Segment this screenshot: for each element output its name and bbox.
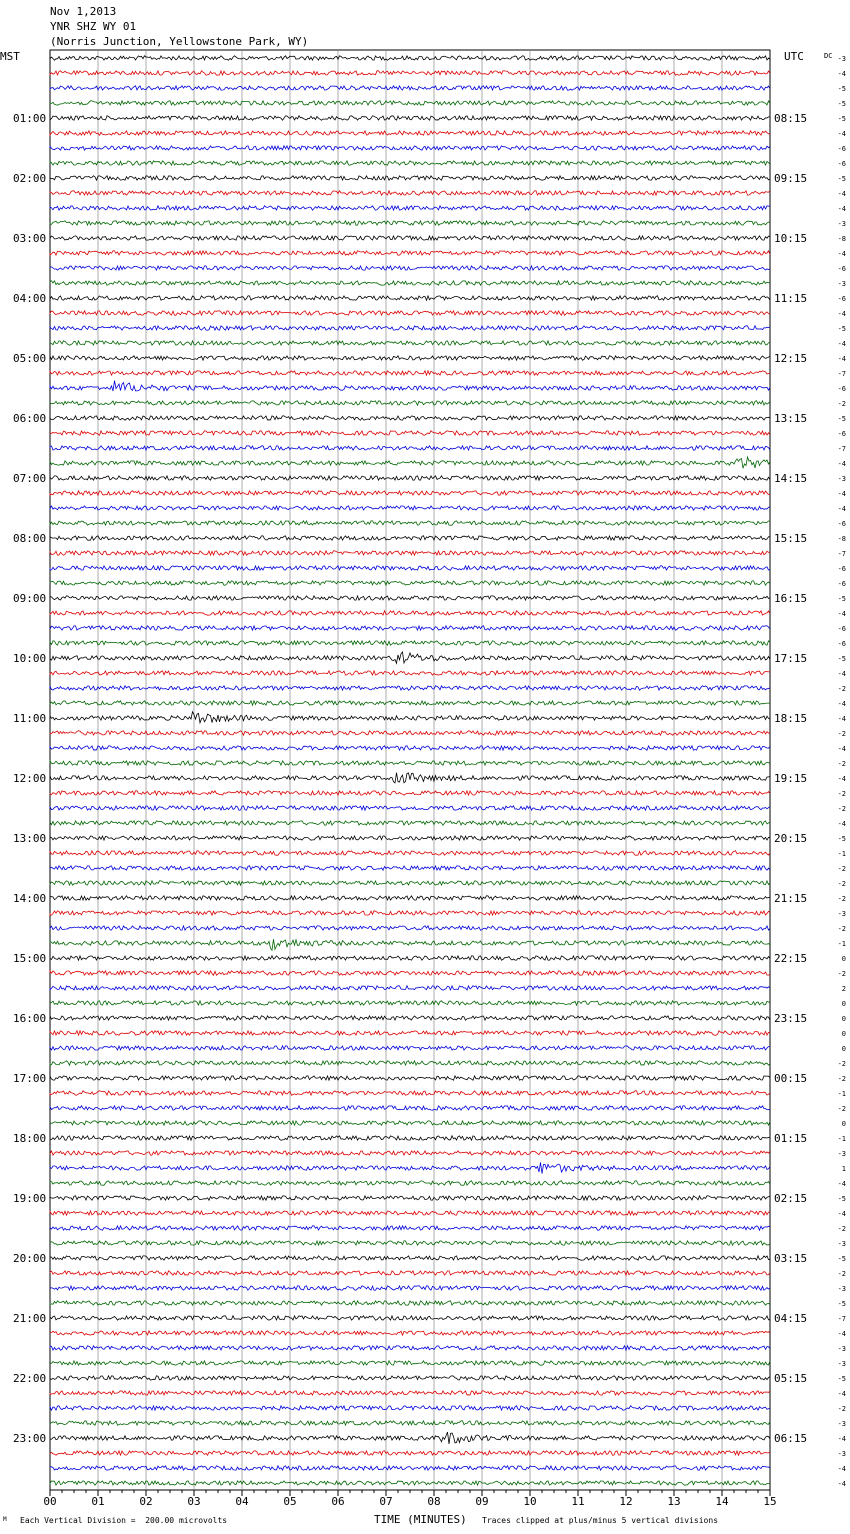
dc-offset-label: -7 xyxy=(837,550,846,558)
right-hour-label: 14:15 xyxy=(774,472,808,485)
trace-row-82 xyxy=(50,1286,770,1290)
trace-row-52 xyxy=(50,836,770,840)
dc-offset-label: -5 xyxy=(837,1255,846,1263)
trace-row-85 xyxy=(50,1331,770,1335)
dc-offset-label: -8 xyxy=(837,535,846,543)
dc-offset-label: -5 xyxy=(837,655,846,663)
dc-offset-label: -2 xyxy=(837,1060,846,1068)
trace-row-79 xyxy=(50,1241,770,1245)
dc-offset-label: -4 xyxy=(837,610,846,618)
trace-row-77 xyxy=(50,1211,770,1215)
dc-offset-label: -5 xyxy=(837,115,846,123)
trace-row-94 xyxy=(50,1466,770,1470)
dc-offset-label: -4 xyxy=(837,715,846,723)
trace-row-30 xyxy=(50,506,770,510)
trace-row-22 xyxy=(50,381,770,391)
x-tick-label: 00 xyxy=(43,1495,57,1508)
left-hour-label: 13:00 xyxy=(13,832,47,845)
trace-row-39 xyxy=(50,641,770,645)
trace-row-50 xyxy=(50,806,770,810)
dc-offset-label: -4 xyxy=(837,1210,846,1218)
trace-row-81 xyxy=(50,1271,770,1275)
dc-offset-label: -2 xyxy=(837,805,846,813)
left-hour-label: 04:00 xyxy=(13,292,47,305)
dc-offset-label: -2 xyxy=(837,1405,846,1413)
x-tick-label: 05 xyxy=(283,1495,297,1508)
left-hour-label: 08:00 xyxy=(13,532,47,545)
x-tick-label: 02 xyxy=(139,1495,153,1508)
trace-row-20 xyxy=(50,356,770,360)
dc-offset-label: -4 xyxy=(837,190,846,198)
dc-offset-label: -4 xyxy=(837,1180,846,1188)
trace-row-13 xyxy=(50,251,770,255)
trace-row-51 xyxy=(50,821,770,825)
trace-row-65 xyxy=(50,1031,770,1035)
dc-offset-label: -4 xyxy=(837,490,846,498)
trace-row-62 xyxy=(50,986,770,990)
dc-offset-label: -2 xyxy=(837,685,846,693)
right-hour-label: 06:15 xyxy=(774,1432,808,1445)
dc-offset-label: -2 xyxy=(837,925,846,933)
dc-offset-label: -4 xyxy=(837,460,846,468)
dc-offset-label: -6 xyxy=(837,580,846,588)
x-tick-label: 14 xyxy=(715,1495,729,1508)
dc-offset-label: -5 xyxy=(837,1195,846,1203)
x-tick-label: 04 xyxy=(235,1495,249,1508)
trace-row-10 xyxy=(50,206,770,210)
x-tick-label: 06 xyxy=(331,1495,345,1508)
dc-offset-label: -6 xyxy=(837,145,846,153)
x-tick-label: 03 xyxy=(187,1495,201,1508)
dc-offset-label: 0 xyxy=(841,1030,846,1038)
trace-row-26 xyxy=(50,446,770,450)
trace-row-7 xyxy=(50,161,770,165)
dc-offset-label: -6 xyxy=(837,520,846,528)
trace-row-2 xyxy=(50,86,770,90)
left-tz-label: MST xyxy=(0,50,20,63)
trace-row-68 xyxy=(50,1076,770,1080)
dc-offset-label: -6 xyxy=(837,160,846,168)
left-hour-label: 12:00 xyxy=(13,772,47,785)
trace-row-72 xyxy=(50,1136,770,1140)
dc-offset-label: -4 xyxy=(837,355,846,363)
dc-offset-label: -4 xyxy=(837,130,846,138)
right-tz-label: UTC xyxy=(784,50,804,63)
right-hour-label: 19:15 xyxy=(774,772,808,785)
dc-offset-label: -2 xyxy=(837,865,846,873)
trace-row-73 xyxy=(50,1151,770,1155)
right-hour-label: 01:15 xyxy=(774,1132,808,1145)
trace-row-3 xyxy=(50,101,770,105)
trace-row-89 xyxy=(50,1391,770,1395)
trace-row-40 xyxy=(50,652,770,663)
left-hour-label: 18:00 xyxy=(13,1132,47,1145)
trace-row-92 xyxy=(50,1432,770,1444)
trace-row-93 xyxy=(50,1451,770,1455)
trace-row-28 xyxy=(50,476,770,480)
trace-row-6 xyxy=(50,146,770,150)
dc-offset-label: -2 xyxy=(837,895,846,903)
trace-row-66 xyxy=(50,1046,770,1050)
trace-row-44 xyxy=(50,712,770,723)
trace-row-88 xyxy=(50,1376,770,1380)
dc-offset-label: -8 xyxy=(837,235,846,243)
left-hour-label: 20:00 xyxy=(13,1252,47,1265)
dc-offset-label: -4 xyxy=(837,340,846,348)
right-hour-label: 15:15 xyxy=(774,532,808,545)
header-station: YNR SHZ WY 01 xyxy=(50,20,137,33)
right-hour-label: 00:15 xyxy=(774,1072,808,1085)
right-hour-label: 18:15 xyxy=(774,712,808,725)
trace-row-17 xyxy=(50,311,770,315)
dc-offset-label: -3 xyxy=(837,1420,846,1428)
dc-offset-label: -2 xyxy=(837,880,846,888)
x-tick-label: 01 xyxy=(91,1495,105,1508)
trace-row-56 xyxy=(50,896,770,900)
left-hour-label: 06:00 xyxy=(13,412,47,425)
trace-row-83 xyxy=(50,1301,770,1305)
right-hour-label: 08:15 xyxy=(774,112,808,125)
dc-offset-label: -4 xyxy=(837,670,846,678)
right-hour-label: 23:15 xyxy=(774,1012,808,1025)
right-hour-label: 03:15 xyxy=(774,1252,808,1265)
dc-offset-label: -3 xyxy=(837,910,846,918)
trace-row-25 xyxy=(50,431,770,435)
trace-row-41 xyxy=(50,671,770,675)
trace-row-43 xyxy=(50,701,770,705)
right-hour-label: 12:15 xyxy=(774,352,808,365)
dc-offset-label: -3 xyxy=(837,1360,846,1368)
trace-row-55 xyxy=(50,881,770,885)
dc-offset-label: 0 xyxy=(841,1045,846,1053)
dc-offset-label: -4 xyxy=(837,820,846,828)
trace-row-53 xyxy=(50,851,770,855)
dc-offset-label: -6 xyxy=(837,430,846,438)
right-hour-label: 09:15 xyxy=(774,172,808,185)
dc-offset-label: -6 xyxy=(837,265,846,273)
trace-row-60 xyxy=(50,956,770,960)
dc-offset-label: -1 xyxy=(837,1135,846,1143)
dc-label: DC xyxy=(824,52,833,60)
trace-row-76 xyxy=(50,1196,770,1200)
left-hour-label: 21:00 xyxy=(13,1312,47,1325)
trace-row-70 xyxy=(50,1106,770,1110)
left-hour-label: 05:00 xyxy=(13,352,47,365)
dc-offset-label: -4 xyxy=(837,1330,846,1338)
trace-row-47 xyxy=(50,761,770,765)
right-hour-label: 11:15 xyxy=(774,292,808,305)
x-tick-label: 09 xyxy=(475,1495,489,1508)
dc-offset-label: -4 xyxy=(837,70,846,78)
trace-row-19 xyxy=(50,341,770,345)
trace-row-8 xyxy=(50,176,770,180)
dc-offset-label: -4 xyxy=(837,1435,846,1443)
trace-row-33 xyxy=(50,551,770,555)
dc-offset-label: -5 xyxy=(837,175,846,183)
trace-row-54 xyxy=(50,866,770,870)
trace-row-67 xyxy=(50,1061,770,1065)
dc-offset-label: -5 xyxy=(837,1375,846,1383)
dc-offset-label: -5 xyxy=(837,85,846,93)
trace-row-1 xyxy=(50,71,770,75)
trace-row-80 xyxy=(50,1256,770,1260)
trace-row-86 xyxy=(50,1346,770,1350)
left-hour-label: 09:00 xyxy=(13,592,47,605)
trace-row-64 xyxy=(50,1016,770,1020)
dc-offset-label: -6 xyxy=(837,295,846,303)
left-hour-label: 14:00 xyxy=(13,892,47,905)
trace-row-63 xyxy=(50,1001,770,1005)
trace-row-4 xyxy=(50,116,770,120)
dc-offset-label: -3 xyxy=(837,475,846,483)
dc-offset-label: -5 xyxy=(837,100,846,108)
dc-offset-label: -5 xyxy=(837,835,846,843)
dc-offset-label: -5 xyxy=(837,325,846,333)
dc-offset-label: -2 xyxy=(837,730,846,738)
dc-offset-label: 2 xyxy=(841,985,846,993)
x-tick-label: 10 xyxy=(523,1495,537,1508)
dc-offset-label: -6 xyxy=(837,625,846,633)
header-date: Nov 1,2013 xyxy=(50,5,117,18)
trace-row-71 xyxy=(50,1121,770,1125)
trace-row-12 xyxy=(50,236,770,240)
dc-offset-label: -4 xyxy=(837,1390,846,1398)
left-hour-label: 15:00 xyxy=(13,952,47,965)
dc-offset-label: -1 xyxy=(837,850,846,858)
right-hour-label: 13:15 xyxy=(774,412,808,425)
x-tick-label: 15 xyxy=(763,1495,777,1508)
left-hour-label: 03:00 xyxy=(13,232,47,245)
trace-row-38 xyxy=(50,626,770,630)
trace-row-78 xyxy=(50,1226,770,1230)
x-tick-label: 11 xyxy=(571,1495,585,1508)
left-hour-label: 16:00 xyxy=(13,1012,47,1025)
dc-offset-label: -1 xyxy=(837,1090,846,1098)
dc-offset-label: -3 xyxy=(837,55,846,63)
trace-row-57 xyxy=(50,911,770,915)
trace-row-35 xyxy=(50,581,770,585)
dc-offset-label: -3 xyxy=(837,1150,846,1158)
trace-row-87 xyxy=(50,1361,770,1365)
left-hour-label: 23:00 xyxy=(13,1432,47,1445)
left-hour-label: 01:00 xyxy=(13,112,47,125)
x-tick-label: 13 xyxy=(667,1495,681,1508)
footer-xlabel: TIME (MINUTES) xyxy=(374,1513,467,1526)
right-hour-label: 17:15 xyxy=(774,652,808,665)
dc-offset-label: -4 xyxy=(837,1480,846,1488)
right-hour-label: 02:15 xyxy=(774,1192,808,1205)
footer-mark: M xyxy=(3,1516,7,1523)
dc-offset-label: -2 xyxy=(837,1270,846,1278)
trace-row-90 xyxy=(50,1406,770,1410)
trace-row-75 xyxy=(50,1181,770,1185)
trace-row-74 xyxy=(50,1162,770,1173)
dc-offset-label: -5 xyxy=(837,1300,846,1308)
dc-offset-label: -6 xyxy=(837,640,846,648)
trace-row-18 xyxy=(50,326,770,330)
dc-offset-label: -4 xyxy=(837,505,846,513)
left-hour-label: 17:00 xyxy=(13,1072,47,1085)
trace-row-84 xyxy=(50,1316,770,1320)
left-hour-label: 10:00 xyxy=(13,652,47,665)
dc-offset-label: -4 xyxy=(837,310,846,318)
trace-row-15 xyxy=(50,281,770,285)
trace-row-16 xyxy=(50,296,770,300)
dc-offset-label: -2 xyxy=(837,1075,846,1083)
trace-row-0 xyxy=(50,56,770,60)
trace-row-14 xyxy=(50,266,770,270)
right-hour-label: 21:15 xyxy=(774,892,808,905)
dc-offset-label: -3 xyxy=(837,280,846,288)
trace-row-11 xyxy=(50,221,770,225)
dc-offset-label: -3 xyxy=(837,1345,846,1353)
trace-row-34 xyxy=(50,566,770,570)
trace-row-27 xyxy=(50,457,770,468)
trace-row-69 xyxy=(50,1091,770,1095)
left-hour-label: 07:00 xyxy=(13,472,47,485)
footer-scale: Each Vertical Division = 200.00 microvolts xyxy=(20,1516,228,1525)
footer-clip-note: Traces clipped at plus/minus 5 vertical divisions xyxy=(482,1516,719,1525)
dc-offset-label: -6 xyxy=(837,385,846,393)
trace-row-95 xyxy=(50,1481,770,1485)
trace-row-49 xyxy=(50,791,770,795)
trace-row-24 xyxy=(50,416,770,420)
trace-row-32 xyxy=(50,536,770,540)
dc-offset-label: -4 xyxy=(837,700,846,708)
right-hour-label: 20:15 xyxy=(774,832,808,845)
dc-offset-label: 0 xyxy=(841,955,846,963)
dc-offset-label: -4 xyxy=(837,205,846,213)
dc-offset-label: -2 xyxy=(837,1225,846,1233)
dc-offset-label: 1 xyxy=(841,1165,846,1173)
dc-offset-label: -7 xyxy=(837,370,846,378)
left-hour-label: 22:00 xyxy=(13,1372,47,1385)
x-tick-label: 12 xyxy=(619,1495,633,1508)
dc-offset-label: -5 xyxy=(837,415,846,423)
trace-row-21 xyxy=(50,371,770,375)
dc-offset-label: -1 xyxy=(837,940,846,948)
trace-row-91 xyxy=(50,1421,770,1425)
dc-offset-label: 0 xyxy=(841,1015,846,1023)
dc-offset-label: -7 xyxy=(837,445,846,453)
dc-offset-label: -3 xyxy=(837,1240,846,1248)
trace-row-46 xyxy=(50,746,770,750)
header-location: (Norris Junction, Yellowstone Park, WY) xyxy=(50,35,309,48)
right-hour-label: 22:15 xyxy=(774,952,808,965)
dc-offset-label: -5 xyxy=(837,595,846,603)
dc-offset-label: -2 xyxy=(837,400,846,408)
dc-offset-label: -3 xyxy=(837,220,846,228)
trace-row-59 xyxy=(50,939,770,950)
dc-offset-label: -2 xyxy=(837,1105,846,1113)
dc-offset-label: -6 xyxy=(837,565,846,573)
trace-row-61 xyxy=(50,971,770,975)
right-hour-label: 10:15 xyxy=(774,232,808,245)
x-tick-label: 07 xyxy=(379,1495,393,1508)
left-hour-label: 19:00 xyxy=(13,1192,47,1205)
dc-offset-label: -2 xyxy=(837,760,846,768)
left-hour-label: 02:00 xyxy=(13,172,47,185)
trace-row-36 xyxy=(50,596,770,600)
trace-row-23 xyxy=(50,401,770,405)
dc-offset-label: -4 xyxy=(837,1465,846,1473)
right-hour-label: 05:15 xyxy=(774,1372,808,1385)
dc-offset-label: -3 xyxy=(837,1285,846,1293)
dc-offset-label: -2 xyxy=(837,790,846,798)
dc-offset-label: -3 xyxy=(837,1450,846,1458)
dc-offset-label: -4 xyxy=(837,250,846,258)
trace-row-9 xyxy=(50,191,770,195)
trace-row-37 xyxy=(50,611,770,615)
trace-row-48 xyxy=(50,773,770,783)
trace-row-45 xyxy=(50,731,770,735)
right-hour-label: 04:15 xyxy=(774,1312,808,1325)
dc-offset-label: -2 xyxy=(837,970,846,978)
dc-offset-label: 0 xyxy=(841,1000,846,1008)
dc-offset-label: 0 xyxy=(841,1120,846,1128)
x-tick-label: 08 xyxy=(427,1495,441,1508)
dc-offset-label: -4 xyxy=(837,775,846,783)
trace-row-5 xyxy=(50,131,770,135)
trace-row-58 xyxy=(50,926,770,930)
dc-offset-label: -4 xyxy=(837,745,846,753)
left-hour-label: 11:00 xyxy=(13,712,47,725)
right-hour-label: 16:15 xyxy=(774,592,808,605)
dc-offset-label: -7 xyxy=(837,1315,846,1323)
trace-row-42 xyxy=(50,686,770,690)
trace-row-29 xyxy=(50,491,770,495)
trace-row-31 xyxy=(50,521,770,525)
